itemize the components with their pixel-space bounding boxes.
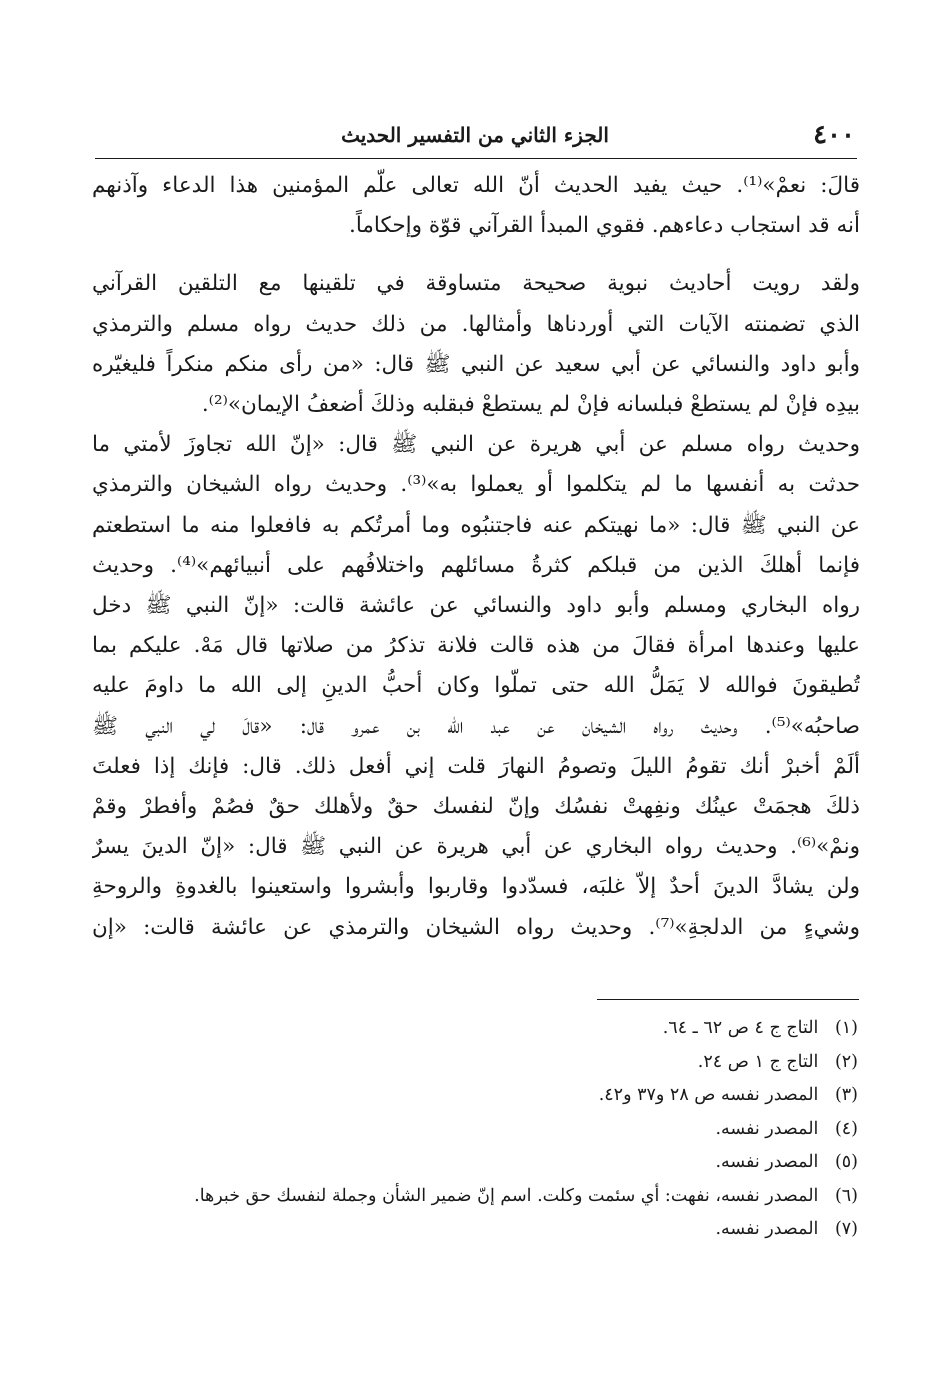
running-title: الجزء الثاني من التفسير الحديث bbox=[341, 123, 609, 147]
text-line: حدثت به أنفسها ما لم يتكلموا أو يعملوا به»⁽³⁾. وحديث رواه الشيخان والترمذي bbox=[92, 472, 860, 498]
footnote-5 bbox=[92, 1146, 858, 1180]
paragraph-continuation bbox=[92, 166, 860, 246]
main-text bbox=[92, 166, 860, 948]
text-line: ألَمْ أخبرْ أنك تقومُ الليلَ وتصومُ النهارَ قلت إني أفعل ذلك. قال: فإنك إذا فعلتَ bbox=[92, 753, 860, 779]
footnote-rule bbox=[597, 999, 859, 1000]
text-line: فإنما أهلكَ الذين من قبلكم كثرةُ مسائلهم واختلافُهم على أنبيائهم»⁽⁴⁾. وحديث bbox=[92, 552, 860, 578]
text-line: ولقد رويت أحاديث نبوية صحيحة متساوقة في تلقينها مع التلقين القرآني bbox=[92, 271, 860, 297]
footnote-1 bbox=[92, 1012, 858, 1046]
footnote-text: المصدر نفسه. bbox=[715, 1219, 819, 1239]
footnote-2 bbox=[92, 1046, 858, 1080]
page-header bbox=[95, 118, 855, 154]
header-rule bbox=[95, 158, 857, 159]
footnote-number: (٧) bbox=[834, 1219, 858, 1239]
footnote-6 bbox=[92, 1180, 858, 1214]
footnote-number: (٤) bbox=[834, 1118, 858, 1139]
footnote-number: (١) bbox=[834, 1018, 858, 1038]
text-line: ولن يشادَّ الدينَ أحدٌ إلاّ غلبَه، فسدّدوا وقاربوا وأبشروا واستعينوا بالغدوةِ والروحةِ bbox=[92, 874, 860, 900]
text-line: رواه البخاري ومسلم وأبو داود والنسائي عن عائشة قالت: «إنّ النبي ﷺ دخل bbox=[92, 593, 860, 619]
text-line: الذي تضمنته الآيات التي أوردناها وأمثالها. من ذلك حديث رواه مسلم والترمذي bbox=[92, 311, 860, 337]
footnote-number: (٢) bbox=[834, 1051, 858, 1072]
text-line: وأبو داود والنسائي عن أبي سعيد عن النبي ﷺ قال: «من رأى منكم منكراً فليغيّره bbox=[92, 351, 860, 377]
footnote-text: المصدر نفسه. bbox=[715, 1152, 819, 1172]
text-line: بيدِه فإنْ لم يستطعْ فبلسانه فإنْ لم يستطعْ فبقلبه وذلكَ أضعفُ الإيمان»⁽²⁾. bbox=[201, 392, 860, 418]
footnote-number: (٥) bbox=[834, 1152, 858, 1172]
footnote-number: (٦) bbox=[834, 1185, 858, 1206]
footnote-text: المصدر نفسه، نفهت: أي سئمت وكلت. اسم إنّ ضمير الشأن وجملة لنفسك حق خبرها. bbox=[194, 1185, 819, 1206]
text-line: صاحبُه»⁽⁵⁾. وحديث رواه الشيخان عن عبد الله بن عمرو قال: «قالَ لي النبي ﷺ bbox=[92, 713, 860, 739]
footnote-text: المصدر نفسه ص ٢٨ و٣٧ و٤٢. bbox=[598, 1085, 819, 1105]
text-line: أنه قد استجاب دعاءهم. فقوي المبدأ القرآني قوّة وإحكاماً. bbox=[349, 213, 860, 239]
text-line: قالَ: نعمْ»⁽¹⁾. حيث يفيد الحديث أنّ الله تعالى علّم المؤمنين هذا الدعاء وآذنهم bbox=[92, 173, 860, 198]
footnote-3 bbox=[92, 1079, 858, 1113]
text-line: وشيءٍ من الدلجةِ»⁽⁷⁾. وحديث رواه الشيخان والترمذي عن عائشة قالت: «إن bbox=[92, 914, 860, 940]
text-line: عليها وعندها امرأة فقالَ من هذه قالت فلانة تذكرُ من صلاتها قال مَهْ. عليكم بما bbox=[92, 633, 860, 659]
footnote-7 bbox=[92, 1213, 858, 1247]
page-number: ٤٠٠ bbox=[813, 120, 855, 150]
paragraph-hadiths bbox=[92, 264, 860, 947]
footnotes bbox=[92, 1012, 858, 1247]
footnote-number: (٣) bbox=[834, 1085, 858, 1105]
text-line: وحديث رواه مسلم عن أبي هريرة عن النبي ﷺ قال: «إنّ الله تجاوزَ لأمتي ما bbox=[92, 432, 860, 458]
footnote-text: التاج ج ١ ص ٢٤. bbox=[697, 1051, 819, 1072]
footnote-text: المصدر نفسه. bbox=[715, 1118, 819, 1139]
footnote-4 bbox=[92, 1113, 858, 1147]
text-line: عن النبي ﷺ قال: «ما نهيتكم عنه فاجتنبُوه وما أمرتُكم به فافعلوا منه ما استطعتم bbox=[92, 512, 860, 538]
footnote-text: التاج ج ٤ ص ٦٢ ـ ٦٤. bbox=[662, 1018, 819, 1038]
text-line: ونمْ»⁽⁶⁾. وحديث رواه البخاري عن أبي هريرة عن النبي ﷺ قال: «إنّ الدينَ يسرٌ bbox=[92, 834, 860, 860]
text-line: ذلكَ هجمَتْ عينُك ونفِهتْ نفسُك وإنّ لنفسك حقٌ ولأهلك حقٌ فصُمْ وأفطرْ وقمْ bbox=[92, 794, 860, 820]
text-line: تُطيقونَ فوالله لا يَمَلُّ الله حتى تملّوا وكان أحبُّ الدينِ إلى الله ما داومَ عليه bbox=[92, 673, 860, 699]
